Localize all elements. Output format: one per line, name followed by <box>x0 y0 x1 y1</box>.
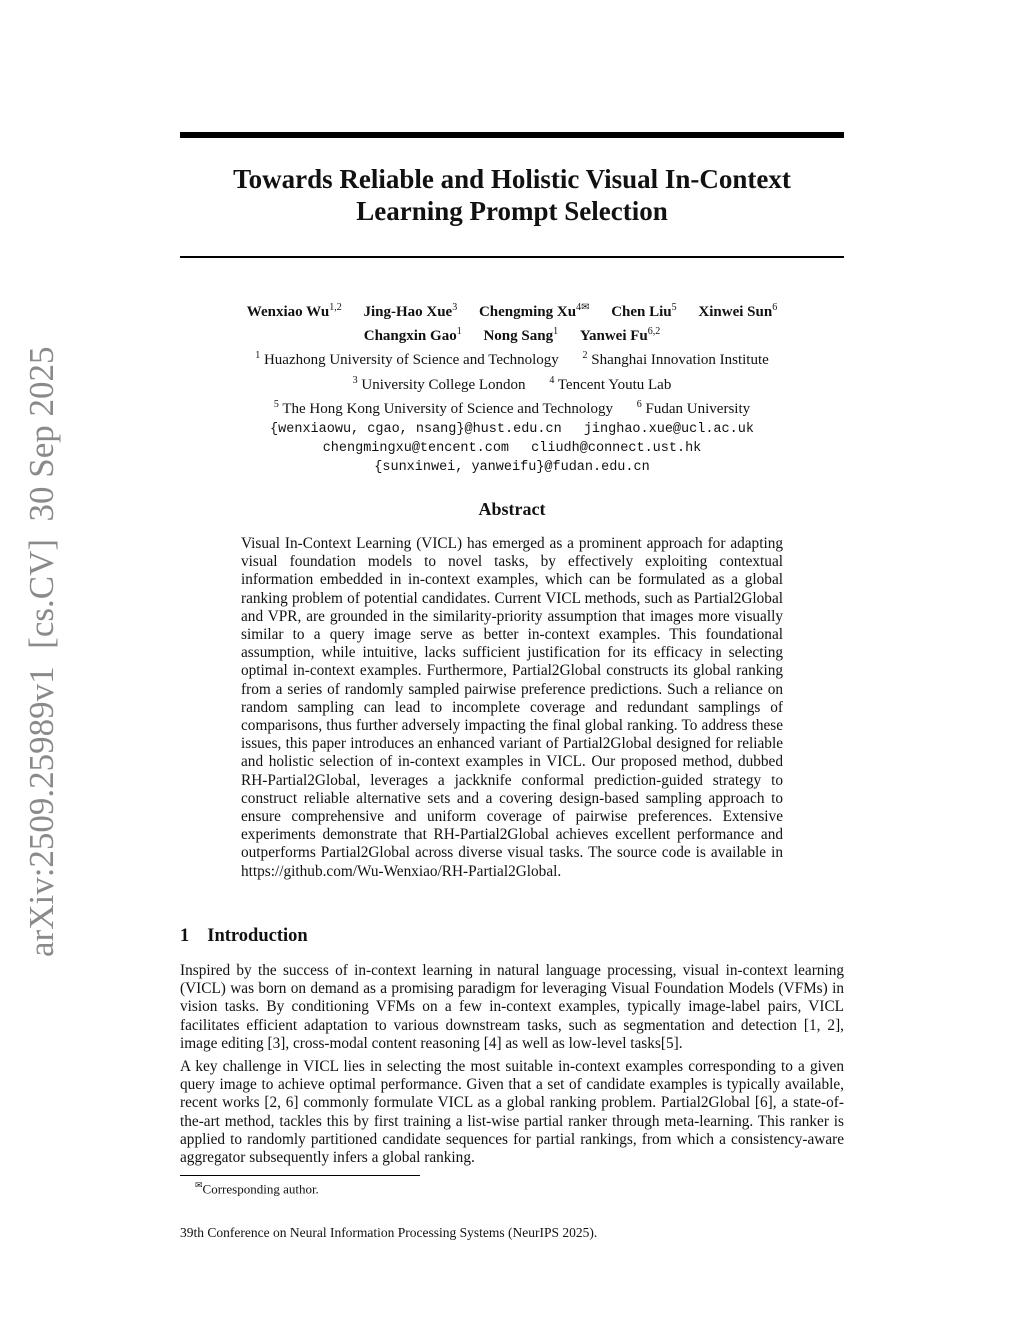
affiliation: $^6$ Fudan University <box>636 399 751 417</box>
author-line-2 <box>180 322 844 346</box>
author-name: Chengming $Xu^{4✉}$ <box>478 302 590 320</box>
affiliation-line-2 <box>180 371 844 396</box>
section-number: 1 <box>180 926 190 946</box>
affiliation: $^4$ Tencent Youtu Lab <box>549 374 672 393</box>
affiliation: $^5$ The Hong Kong University of Science and Technology <box>273 399 614 417</box>
title-line-1: Towards Reliable and Holistic Visual In-Context <box>233 164 791 194</box>
footnote-text: Corresponding author. <box>202 1181 319 1197</box>
email-address: cliudh@connect.ust.hk <box>531 440 702 456</box>
email-address: {sunxinwei, yanweifu}@fudan.edu.cn <box>374 459 650 475</box>
intro-paragraph: Inspired by the success of in-context learning in natural language processing, visual in-context learning (VICL) was born on demand as a promising paradigm for leveraging Visual Foundation Models (VFMs) in vision tasks. By conditioning VFMs on a few in-context examples, typically image-label pairs, VICL facilitates efficient adaptation to various downstream tasks, such as segmentation and detection [1, 2], image editing [3], cross-modal content reasoning [4] as well as low-level tasks[5]. <box>180 962 844 1052</box>
author-name: Changxin Gao$^1$ <box>363 326 462 344</box>
author-block <box>180 298 844 477</box>
author-name: Chen Liu$^5$ <box>611 302 677 320</box>
arxiv-identifier-stamp <box>0 0 64 960</box>
affiliation-line-1 <box>180 346 844 371</box>
affiliation-line-3 <box>180 395 844 420</box>
email-address: {wenxiaowu, cgao, nsang}@hust.edu.cn <box>270 421 562 437</box>
footnote <box>195 1180 319 1197</box>
section-heading <box>180 926 308 947</box>
author-name: Wenxiao Wu$^{1,2}$ <box>246 302 342 320</box>
author-line-1 <box>180 298 844 322</box>
author-name: Yanwei Fu$^{6,2}$ <box>579 326 661 344</box>
email-line-2 <box>180 439 844 458</box>
email-address: chengmingxu@tencent.com <box>322 440 510 456</box>
affiliation: $^3$ University College London <box>352 374 526 393</box>
arxiv-identifier-text: arXiv:2509.25989v1 [cs.CV] 30 Sep 2025 <box>22 346 61 957</box>
envelope-icon: ✉ <box>195 1180 203 1190</box>
footnote-rule <box>180 1175 420 1176</box>
email-line-3 <box>180 458 844 477</box>
title-top-rule <box>180 132 844 138</box>
author-name: Nong Sang$^1$ <box>483 326 559 344</box>
conference-note: 39th Conference on Neural Information Processing Systems (NeurIPS 2025). <box>180 1225 598 1240</box>
abstract-heading: Abstract <box>478 499 546 519</box>
author-name: Xinwei Sun$^6$ <box>698 302 778 320</box>
email-address: jinghao.xue@ucl.ac.uk <box>583 421 754 437</box>
section-title: Introduction <box>207 926 308 946</box>
author-name: Jing-Hao Xue$^3$ <box>363 302 458 320</box>
title-bottom-rule <box>180 256 844 258</box>
email-line-1 <box>180 420 844 439</box>
title-line-2: Learning Prompt Selection <box>356 196 668 226</box>
affiliation: $^2$ Shanghai Innovation Institute <box>582 350 769 368</box>
abstract-body: Visual In-Context Learning (VICL) has emerged as a prominent approach for adapting visual foundation models to novel tasks, by effectively exploiting contextual information embedded in in-context examples, which can be formulated as a global ranking problem of potential candidates. Current VICL methods, such as Partial2Global and VPR, are grounded in the similarity-priority assumption that images more visually similar to a query image serve as better in-context examples. This foundational assumption, while intuitive, lacks sufficient justification for its efficacy in selecting optimal in-context examples. Furthermore, Partial2Global constructs its global ranking from a series of randomly sampled pairwise preference predictions. Such a reliance on random sampling can lead to incomplete coverage and redundant samplings of comparisons, thus further adversely impacting the final global ranking. To address these issues, this paper introduces an enhanced variant of Partial2Global designed for reliable and holistic selection of in-context examples in VICL. Our proposed method, dubbed RH-Partial2Global, leverages a jackknife conformal prediction-guided strategy to construct reliable alternative sets and a covering design-based sampling approach to ensure comprehensive and uniform coverage of pairwise preferences. Extensive experiments demonstrate that RH-Partial2Global achieves excellent performance and outperforms Partial2Global across diverse visual tasks. The source code is available in https://github.com/Wu-Wenxiao/RH-Partial2Global. <box>241 535 783 880</box>
paper-title <box>180 163 844 227</box>
affiliation: $^1$ Huazhong University of Science and Technology <box>255 350 559 368</box>
intro-paragraph: A key challenge in VICL lies in selecting the most suitable in-context examples corresponding to a given query image to achieve optimal performance. Given that a set of candidate examples is typically available, recent works [2, 6] commonly formulate VICL as a global ranking problem. Partial2Global [6], a state-of-the-art method, tackles this by first training a list-wise partial ranker through meta-learning. This ranker is applied to randomly partitioned candidate sequences for partial rankings, from which a consistency-aware aggregator subsequently infers a global ranking. <box>180 1058 844 1167</box>
